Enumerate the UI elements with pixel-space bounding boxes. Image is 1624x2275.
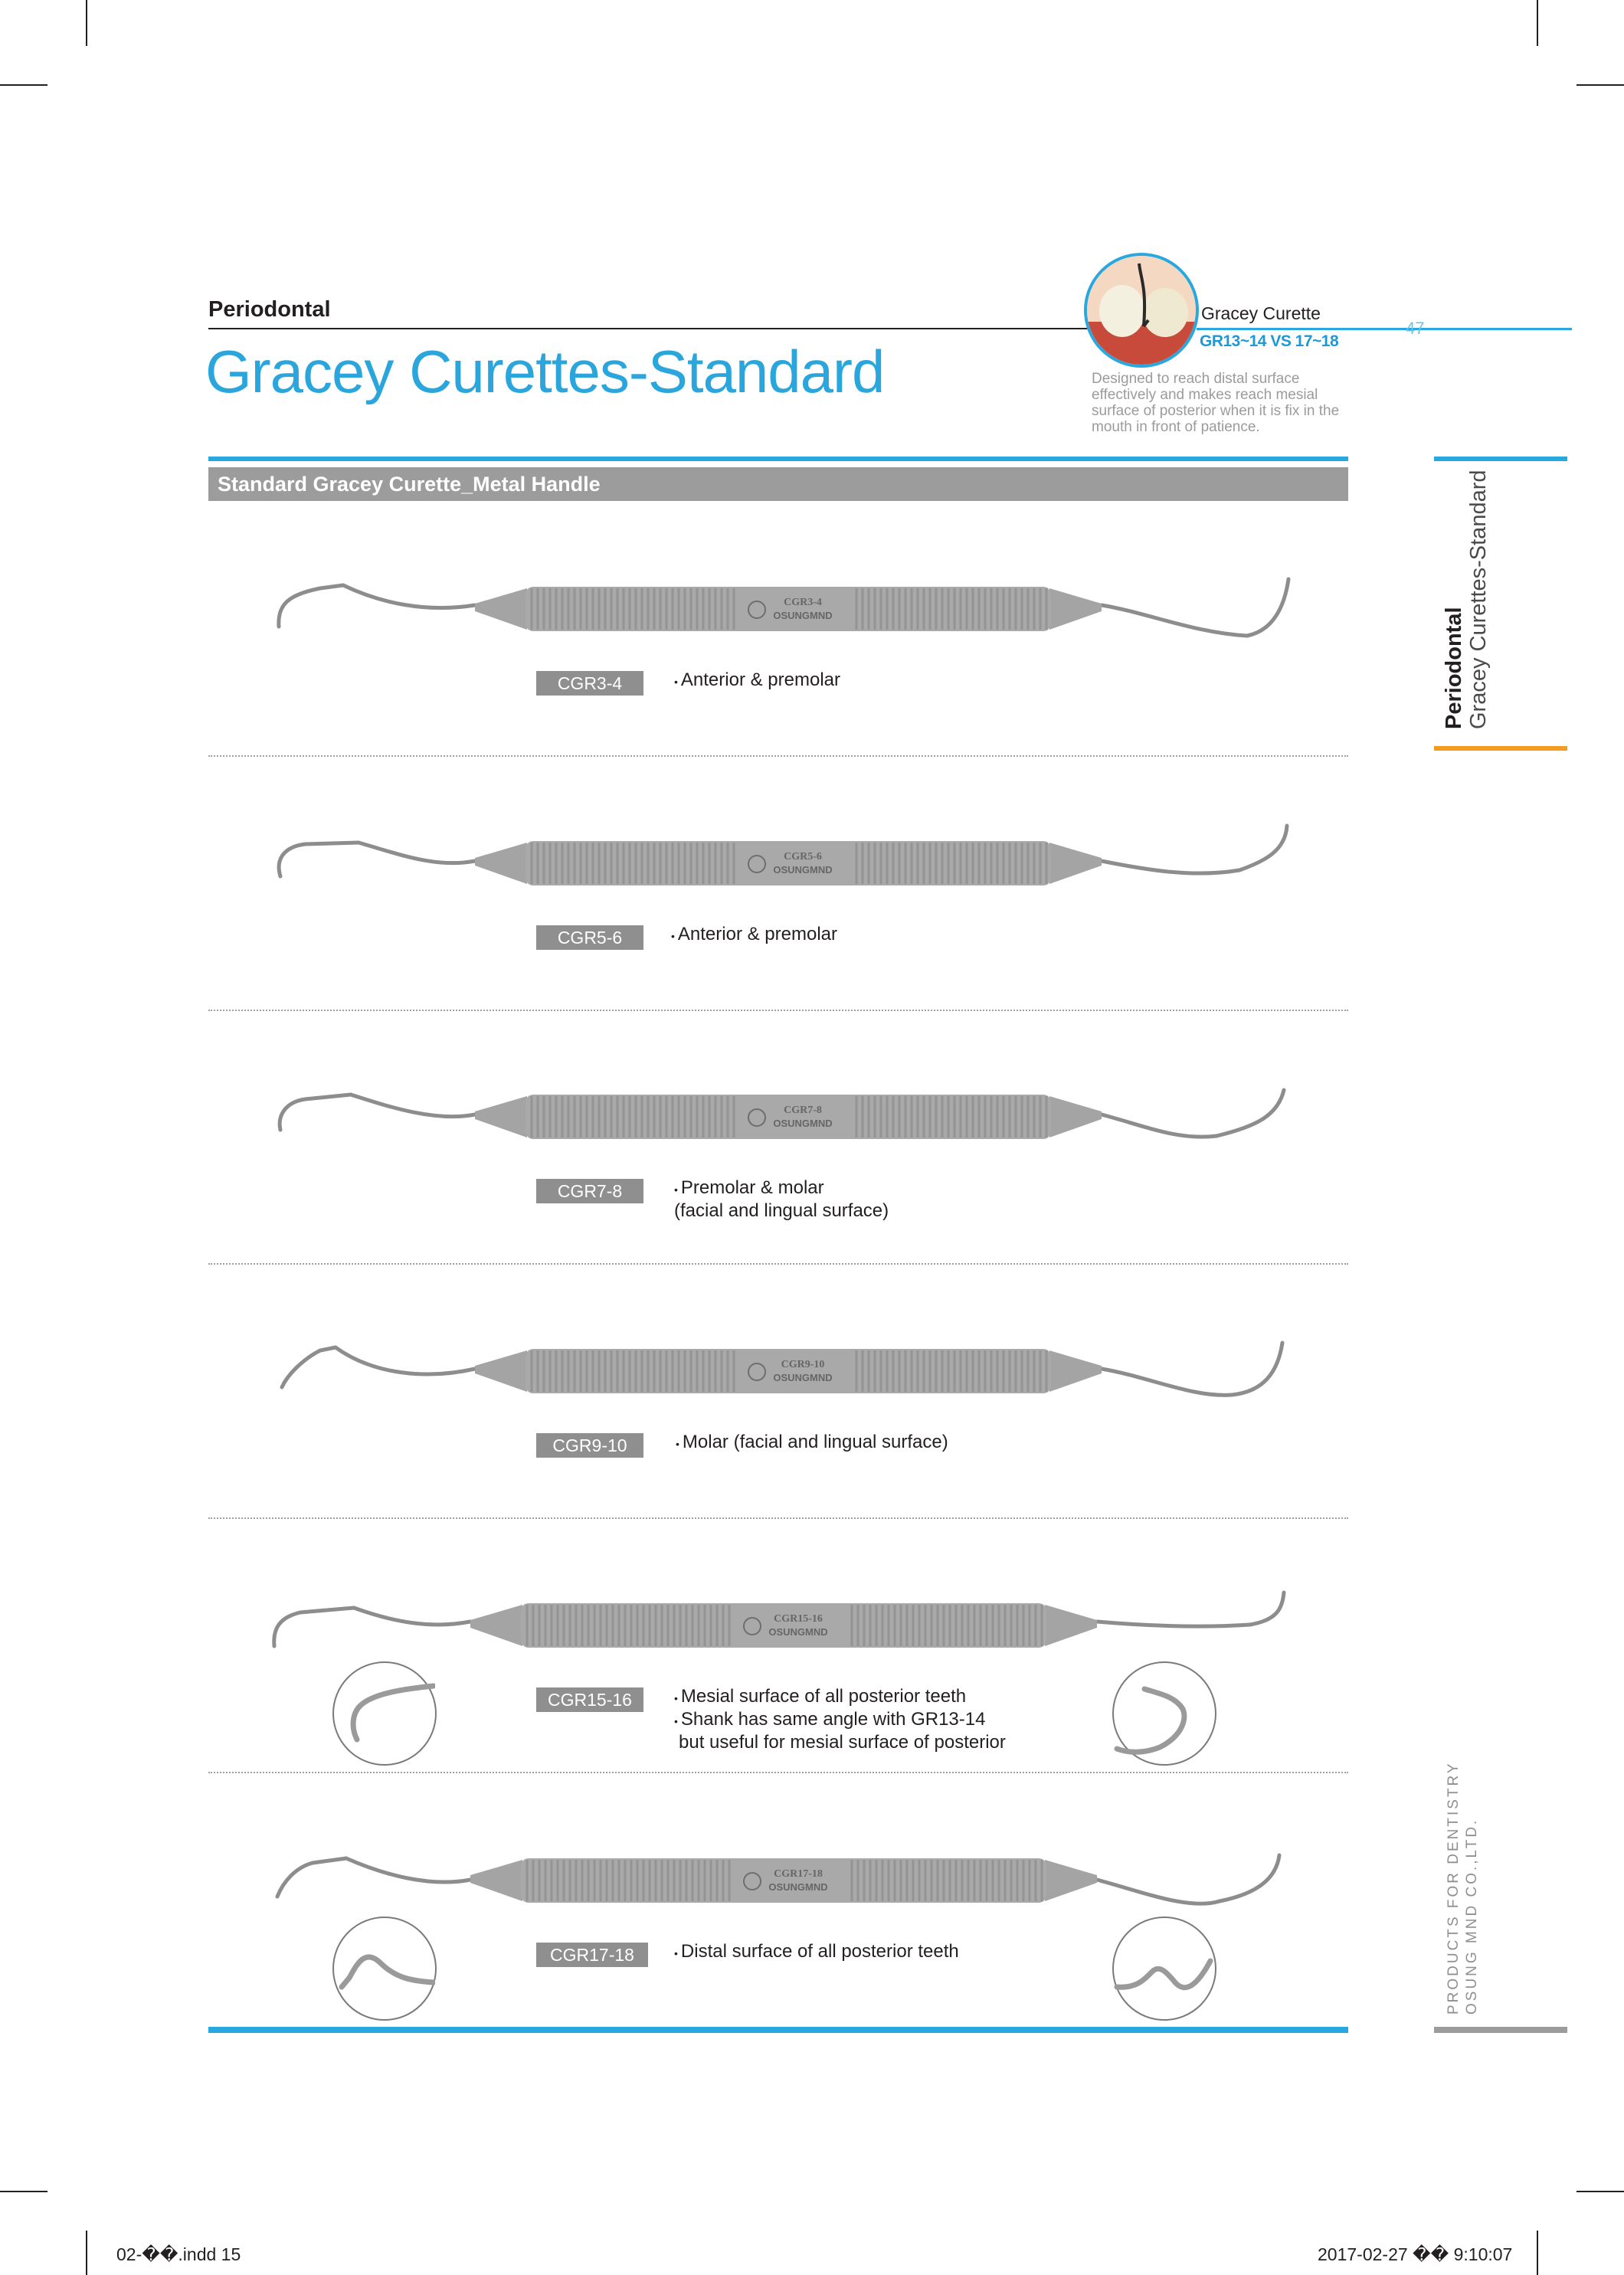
description-text: Shank has same angle with GR13-14 [680,1709,986,1730]
handle-engraving-code: CGR9-10 [781,1359,825,1370]
instrument-shank [1102,1115,1216,1137]
row-separator [208,1772,1348,1773]
badge-description: Designed to reach distal surface effectively and makes reach mesial surface of posterior when it is fix in the mouth in front of patience. [1092,371,1340,435]
crop-mark [1537,0,1538,46]
product-description [674,669,840,692]
handle-engraving-code: CGR17-18 [774,1868,823,1880]
side-tab-top-rule [1434,457,1567,461]
instrument-shank [346,1858,470,1882]
instrument-image [274,1327,1301,1431]
instrument-shank [1097,1622,1250,1626]
handle-engraving-brand: OSUNGMND [768,1626,828,1638]
handle-engraving-brand: OSUNGMND [773,1372,833,1383]
product-description [674,1941,959,1964]
handle-engraving-brand: OSUNGMND [768,1881,828,1893]
product-description [671,924,837,947]
product-code-tag: CGR9-10 [536,1433,643,1458]
instrument-shank [279,585,343,627]
instrument-shank [343,585,475,608]
tip-detail-path [1117,1689,1184,1752]
tip-detail-right [1112,1661,1216,1766]
badge-title: Gracey Curette [1201,303,1321,323]
instrument-shank [1102,1369,1232,1395]
category-rule [208,328,1118,329]
handle-engraving-brand: OSUNGMND [773,610,833,621]
description-line [676,1432,948,1455]
footer-file-info: 02-��.indd 15 [116,2244,241,2264]
instrument-image [274,820,1301,923]
bullet-icon: • [674,1692,678,1704]
bullet-icon: • [674,676,678,688]
instrument-shank [1250,1592,1284,1625]
instrument-image [274,565,1301,669]
instrument-shank [1102,861,1239,873]
bottom-rule [208,2027,1348,2033]
instrument-shank [1232,1343,1282,1395]
section-heading-bar [208,467,1348,501]
instrument-shank [1216,1090,1284,1136]
instrument-shank [280,1095,351,1130]
product-code-tag: CGR7-8 [536,1179,643,1203]
row-separator [208,1263,1348,1265]
instrument-shank [1097,1880,1220,1903]
description-text: Mesial surface of all posterior teeth [680,1686,967,1707]
instrument-shank [1247,579,1288,636]
description-text: Anterior & premolar [677,924,837,944]
instrument-shank [1239,826,1287,870]
side-tab-bottom-rule [1434,746,1567,751]
tip-detail-left [332,1661,437,1766]
description-text: Molar (facial and lingual surface) [682,1432,948,1452]
crop-mark [1577,84,1624,86]
instrument-shank [277,1858,346,1897]
side-tab-title: Gracey Curettes-Standard [1466,470,1491,729]
company-line-2: OSUNG MND CO.,LTD. [1464,1818,1480,2015]
badge-rule [1197,328,1572,330]
instrument-shank [282,1347,336,1387]
product-description [674,1177,889,1222]
description-line [674,1941,959,1964]
bullet-icon: • [674,1183,678,1196]
crop-mark [86,0,87,46]
product-description [674,1686,1006,1753]
handle-engraving-code: CGR5-6 [784,851,822,863]
product-description [676,1432,948,1455]
description-text: Premolar & molar [680,1177,824,1198]
footer-timestamp: 2017-02-27 �� 9:10:07 [1318,2244,1513,2264]
row-separator [208,755,1348,757]
handle-engraving-code: CGR15-16 [774,1613,823,1625]
page-title: Gracey Curettes-Standard [205,338,885,405]
crop-mark [0,84,47,86]
bullet-icon: • [674,1715,678,1727]
tip-detail-right [1112,1917,1216,2021]
bullet-icon: • [671,930,675,942]
instrument-shank [354,1608,470,1625]
handle-engraving-brand: OSUNGMND [773,1118,833,1129]
description-text: (facial and lingual surface) [674,1200,889,1221]
handle-engraving-code: CGR3-4 [784,597,822,608]
instrument-shank [359,843,475,863]
side-tab-label [1442,470,1491,729]
description-text: Distal surface of all posterior teeth [680,1941,959,1962]
company-line-1: PRODUCTS FOR DENTISTRY [1446,1761,1462,2015]
product-code-tag: CGR17-18 [536,1943,648,1967]
description-line [674,1177,889,1200]
crop-mark [1577,2191,1624,2192]
description-text: Anterior & premolar [680,669,840,690]
instrument-shank [274,1608,354,1646]
instrument-image [274,1073,1301,1177]
product-code-tag: CGR3-4 [536,671,643,696]
tip-detail-path [342,1957,434,1987]
handle-engraving-brand: OSUNGMND [773,864,833,876]
instrument-shank [279,843,359,876]
side-bottom-rule [1434,2027,1567,2033]
handle-engraving-code: CGR7-8 [784,1105,822,1116]
description-text: but useful for mesial surface of posterior [679,1732,1006,1753]
instrument-shank [1220,1855,1279,1901]
description-line [674,1709,1006,1732]
tip-detail-path [1117,1961,1210,1988]
page-number: 47 [1406,319,1425,338]
description-line [671,924,837,947]
section-top-rule [208,457,1348,461]
description-line [674,1200,889,1222]
crop-mark [86,2231,87,2275]
row-separator [208,1010,1348,1011]
product-code-tag: CGR5-6 [536,925,643,950]
tip-detail-path [353,1686,434,1740]
bullet-icon: • [676,1438,679,1450]
description-line [674,1732,1006,1753]
row-separator [208,1517,1348,1519]
crop-mark [0,2191,47,2192]
product-code-tag: CGR15-16 [536,1687,643,1712]
description-line [674,669,840,692]
company-label [1445,1761,1482,2015]
section-heading: Standard Gracey Curette_Metal Handle [218,473,601,496]
instrument-shank [336,1347,475,1374]
instrument-shank [351,1095,475,1117]
tip-detail-left [332,1917,437,2021]
instrument-shank [1102,605,1247,636]
badge-photo [1084,253,1199,368]
bullet-icon: • [674,1947,678,1959]
crop-mark [1537,2231,1538,2275]
badge-subtitle: GR13~14 VS 17~18 [1200,332,1339,350]
side-tab-category: Periodontal [1442,607,1466,729]
category-label: Periodontal [208,297,331,322]
description-line [674,1686,1006,1709]
